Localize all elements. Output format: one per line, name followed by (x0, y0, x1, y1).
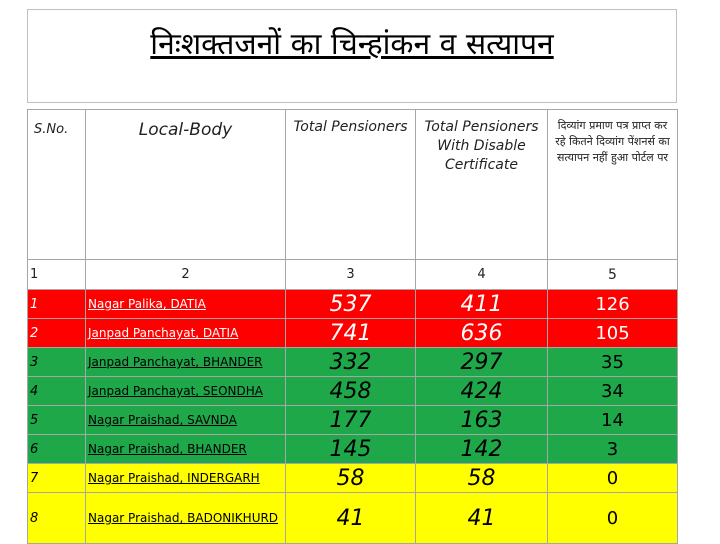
row-total-pensioners: 458 (286, 377, 416, 406)
row-local-body: Nagar Praishad, SAVNDA (86, 406, 286, 435)
row-pending: 0 (548, 493, 678, 544)
header-row (28, 110, 678, 260)
row-with-disable: 58 (416, 464, 548, 493)
row-total-pensioners: 332 (286, 348, 416, 377)
row-with-disable: 142 (416, 435, 548, 464)
row-with-disable: 424 (416, 377, 548, 406)
row-local-body: Nagar Palika, DATIA (86, 290, 286, 319)
row-pending: 14 (548, 406, 678, 435)
row-sno: 8 (28, 493, 86, 544)
row-local-body: Nagar Praishad, BADONIKHURD (86, 493, 286, 544)
row-pending: 35 (548, 348, 678, 377)
row-local-body: Janpad Panchayat, BHANDER (86, 348, 286, 377)
row-sno: 5 (28, 406, 86, 435)
row-sno: 7 (28, 464, 86, 493)
row-pending: 105 (548, 319, 678, 348)
column-number: 3 (286, 260, 416, 290)
column-number-row (28, 260, 678, 290)
pension-table (27, 109, 678, 544)
row-with-disable: 636 (416, 319, 548, 348)
column-number: 5 (548, 260, 678, 290)
row-pending: 3 (548, 435, 678, 464)
row-local-body: Janpad Panchayat, SEONDHA (86, 377, 286, 406)
table-row (28, 464, 678, 493)
row-with-disable: 163 (416, 406, 548, 435)
row-local-body: Janpad Panchayat, DATIA (86, 319, 286, 348)
table-row (28, 435, 678, 464)
row-with-disable: 41 (416, 493, 548, 544)
page-title: निःशक्तजनों का चिन्हांकन व सत्यापन (150, 27, 554, 62)
row-with-disable: 297 (416, 348, 548, 377)
table-row (28, 493, 678, 544)
table-row (28, 406, 678, 435)
row-total-pensioners: 741 (286, 319, 416, 348)
column-number: 1 (28, 260, 86, 290)
row-pending: 0 (548, 464, 678, 493)
header-with-disable: Total Pensioners With Disable Certificate (416, 110, 548, 260)
row-sno: 4 (28, 377, 86, 406)
row-sno: 6 (28, 435, 86, 464)
row-pending: 126 (548, 290, 678, 319)
header-local-body: Local-Body (86, 110, 286, 260)
row-total-pensioners: 537 (286, 290, 416, 319)
row-with-disable: 411 (416, 290, 548, 319)
title-box (27, 9, 677, 103)
row-total-pensioners: 145 (286, 435, 416, 464)
column-number: 2 (86, 260, 286, 290)
header-total-pensioners: Total Pensioners (286, 110, 416, 260)
table-row (28, 319, 678, 348)
column-number: 4 (416, 260, 548, 290)
row-local-body: Nagar Praishad, INDERGARH (86, 464, 286, 493)
row-pending: 34 (548, 377, 678, 406)
row-sno: 2 (28, 319, 86, 348)
header-pending: दिव्यांग प्रमाण पत्र प्राप्त कर रहे कितने दिव्यांग पेंशनर्स का सत्यापन नहीं हुआ पोर्टल पर (548, 110, 678, 260)
table-row (28, 290, 678, 319)
table-row (28, 348, 678, 377)
row-local-body: Nagar Praishad, BHANDER (86, 435, 286, 464)
row-total-pensioners: 41 (286, 493, 416, 544)
row-total-pensioners: 177 (286, 406, 416, 435)
table-row (28, 377, 678, 406)
row-sno: 1 (28, 290, 86, 319)
row-total-pensioners: 58 (286, 464, 416, 493)
header-sno: S.No. (28, 110, 86, 260)
row-sno: 3 (28, 348, 86, 377)
